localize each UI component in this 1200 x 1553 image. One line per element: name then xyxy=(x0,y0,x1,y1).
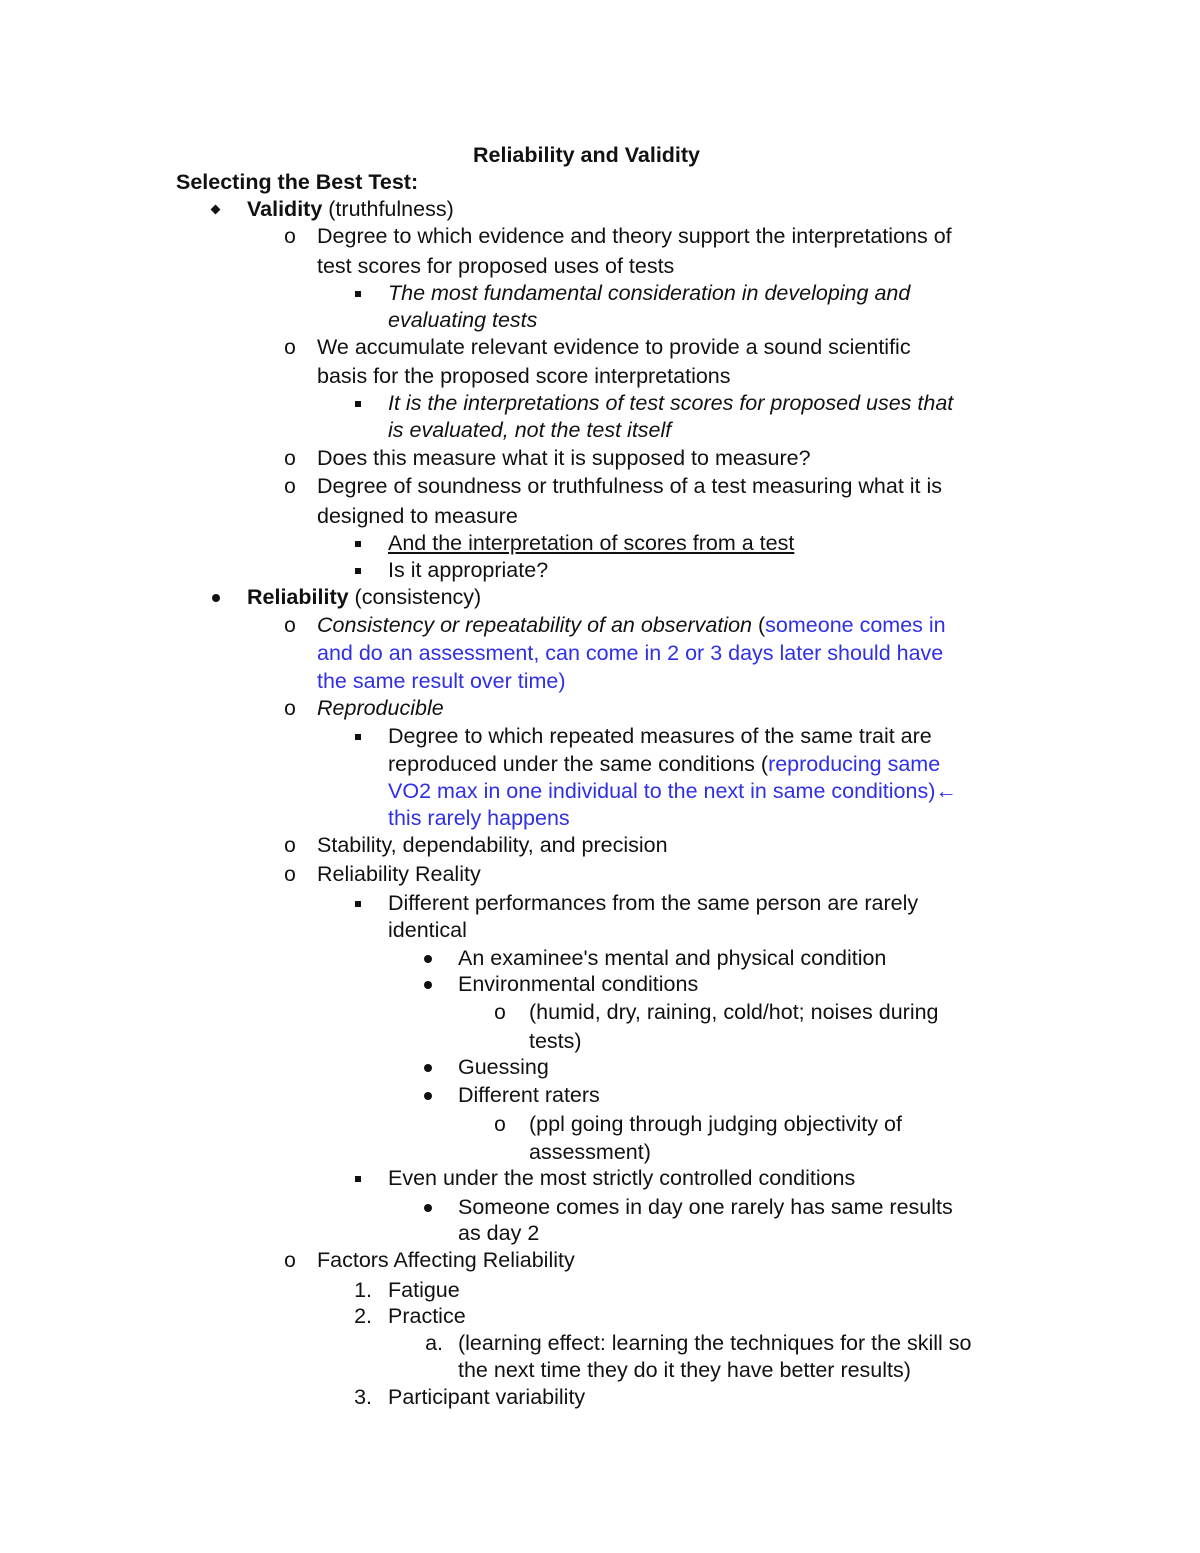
validity-item xyxy=(247,196,454,223)
reliability-item xyxy=(247,584,481,611)
blue-annotation: and do an assessment, can come in 2 or 3 days later should have xyxy=(317,641,944,665)
validity-term: Validity xyxy=(247,197,323,221)
text-line: the next time they do it they have better results) xyxy=(458,1358,911,1382)
text-line: is evaluated, not the test itself xyxy=(388,418,672,442)
text-line: assessment) xyxy=(529,1140,651,1164)
text-line: identical xyxy=(388,918,467,942)
circle-bullet-icon: o xyxy=(494,1113,506,1136)
text-line: Degree of soundness or truthfulness of a test measuring what it is xyxy=(317,474,943,498)
text-line: test scores for proposed uses of tests xyxy=(317,254,675,278)
text-line: Factors Affecting Reliability xyxy=(317,1248,575,1272)
circle-bullet-icon: o xyxy=(284,697,296,720)
text-line: evaluating tests xyxy=(388,308,538,332)
text-line: Participant variability xyxy=(388,1385,586,1409)
circle-bullet-icon: o xyxy=(284,225,296,248)
text-line: Does this measure what it is supposed to measure? xyxy=(317,446,811,470)
circle-bullet-icon: o xyxy=(284,475,296,498)
text-segment: reproduced under the same conditions ( xyxy=(388,752,769,776)
text-line: Is it appropriate? xyxy=(388,558,549,582)
list-number: 3. xyxy=(354,1385,372,1409)
text-line: (ppl going through judging objectivity of xyxy=(529,1112,902,1136)
text-line: tests) xyxy=(529,1029,582,1053)
text-line: Practice xyxy=(388,1304,466,1328)
text-line: Degree to which evidence and theory support the interpretations of xyxy=(317,224,952,248)
text-line: Reproducible xyxy=(317,696,444,720)
italic-phrase: Consistency or repeatability of an observation xyxy=(317,613,753,637)
text-line: We accumulate relevant evidence to provide a sound scientific xyxy=(317,335,911,359)
text-line: The most fundamental consideration in developing and xyxy=(388,281,911,305)
reliability-gloss: (consistency) xyxy=(348,585,482,609)
text-line: An examinee's mental and physical condition xyxy=(458,946,887,970)
text-line: It is the interpretations of test scores for proposed uses that xyxy=(388,391,954,415)
blue-annotation: this rarely happens xyxy=(388,806,570,830)
circle-bullet-icon: o xyxy=(284,614,296,637)
text-line: Someone comes in day one rarely has same results xyxy=(458,1195,953,1219)
list-letter: a. xyxy=(425,1331,443,1355)
text-line: Degree to which repeated measures of the same trait are xyxy=(388,724,932,748)
section-heading: Selecting the Best Test: xyxy=(176,170,419,194)
text-line: (learning effect: learning the techniques for the skill so xyxy=(458,1331,972,1355)
text-line xyxy=(388,751,940,778)
circle-bullet-icon: o xyxy=(284,834,296,857)
text-line: Different raters xyxy=(458,1083,600,1107)
text-line: Environmental conditions xyxy=(458,972,699,996)
circle-bullet-icon: o xyxy=(494,1001,506,1024)
validity-gloss: (truthfulness) xyxy=(322,197,454,221)
text-line: (humid, dry, raining, cold/hot; noises during xyxy=(529,1000,939,1024)
text-line: Different performances from the same person are rarely xyxy=(388,891,919,915)
blue-annotation: the same result over time) xyxy=(317,669,566,693)
text-line xyxy=(317,612,946,639)
text-line: Fatigue xyxy=(388,1278,460,1302)
document-title: Reliability and Validity xyxy=(473,143,701,167)
reliability-term: Reliability xyxy=(247,585,349,609)
text-line: Guessing xyxy=(458,1055,549,1079)
list-number: 2. xyxy=(354,1304,372,1328)
paren: ( xyxy=(752,613,766,637)
circle-bullet-icon: o xyxy=(284,336,296,359)
list-number: 1. xyxy=(354,1278,372,1302)
text-line: designed to measure xyxy=(317,504,518,528)
text-line: as day 2 xyxy=(458,1221,540,1245)
blue-annotation: someone comes in xyxy=(765,613,946,637)
text-line: Reliability Reality xyxy=(317,862,481,886)
text-line: basis for the proposed score interpretations xyxy=(317,364,731,388)
circle-bullet-icon: o xyxy=(284,447,296,470)
blue-annotation: reproducing same xyxy=(768,752,941,776)
blue-annotation: VO2 max in one individual to the next in same conditions)← xyxy=(388,779,957,803)
circle-bullet-icon: o xyxy=(284,863,296,886)
text-line: And the interpretation of scores from a test xyxy=(388,531,795,555)
text-line: Even under the most strictly controlled conditions xyxy=(388,1166,856,1190)
text-line: Stability, dependability, and precision xyxy=(317,833,668,857)
circle-bullet-icon: o xyxy=(284,1249,296,1272)
